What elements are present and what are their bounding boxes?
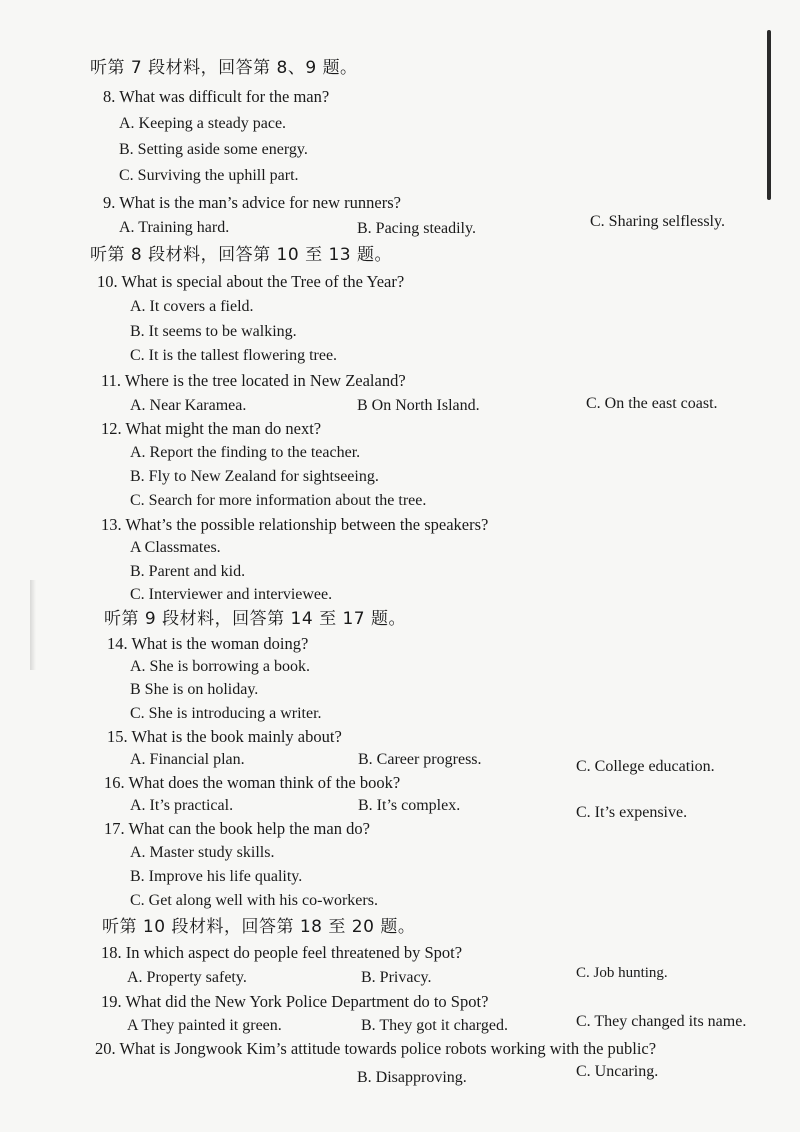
question-16-stem: 16. What does the woman think of the book? [104, 773, 401, 792]
question-19-option-a: A They painted it green. [127, 1017, 282, 1034]
question-14-stem: 14. What is the woman doing? [107, 634, 309, 653]
question-9-option-b: B. Pacing steadily. [357, 220, 476, 237]
question-14-option-b: B She is on holiday. [130, 681, 259, 698]
question-12-stem: 12. What might the man do next? [101, 419, 322, 438]
question-17-stem: 17. What can the book help the man do? [104, 819, 370, 838]
question-16-option-a: A. It’s practical. [130, 797, 234, 814]
question-17-option-a: A. Master study skills. [130, 844, 275, 861]
question-20-stem: 20. What is Jongwook Kim’s attitude towards police robots working with the public? [95, 1039, 657, 1058]
question-15-option-b: B. Career progress. [358, 751, 482, 768]
scan-shadow [30, 580, 36, 670]
question-18-option-b: B. Privacy. [361, 969, 432, 986]
question-19-option-c: C. They changed its name. [576, 1013, 747, 1030]
section-header: 听第 9 段材料，回答第 14 至 17 题。 [104, 609, 407, 629]
question-18-option-c: C. Job hunting. [576, 965, 668, 981]
question-18-stem: 18. In which aspect do people feel threatened by Spot? [101, 943, 463, 962]
question-13-option-b: B. Parent and kid. [130, 563, 246, 580]
question-15-stem: 15. What is the book mainly about? [107, 727, 342, 746]
question-11-option-b: B On North Island. [357, 397, 480, 414]
question-15-option-c: C. College education. [576, 758, 715, 775]
question-14-option-a: A. She is borrowing a book. [130, 658, 310, 675]
question-9-stem: 9. What is the man’s advice for new runners? [103, 193, 401, 212]
question-12-option-a: A. Report the finding to the teacher. [130, 444, 361, 461]
question-15-option-a: A. Financial plan. [130, 751, 245, 768]
margin-bar [767, 30, 771, 200]
question-20-option-c: C. Uncaring. [576, 1063, 659, 1080]
question-8-option-b: B. Setting aside some energy. [119, 141, 308, 158]
question-11-option-a: A. Near Karamea. [130, 397, 247, 414]
question-10-stem: 10. What is special about the Tree of the Year? [97, 272, 405, 291]
question-11-option-c: C. On the east coast. [586, 395, 718, 412]
section-header: 听第 7 段材料，回答第 8、9 题。 [90, 58, 358, 78]
question-12-option-c: C. Search for more information about the tree. [130, 492, 427, 509]
question-10-option-a: A. It covers a field. [130, 298, 254, 315]
question-11-stem: 11. Where is the tree located in New Zealand? [101, 371, 406, 390]
question-9-option-a: A. Training hard. [119, 219, 230, 236]
question-16-option-b: B. It’s complex. [358, 797, 461, 814]
question-17-option-b: B. Improve his life quality. [130, 868, 303, 885]
question-13-option-c: C. Interviewer and interviewee. [130, 586, 333, 603]
question-16-option-c: C. It’s expensive. [576, 804, 688, 821]
question-9-option-c: C. Sharing selflessly. [590, 213, 725, 230]
question-8-option-c: C. Surviving the uphill part. [119, 167, 299, 184]
section-header: 听第 10 段材料，回答第 18 至 20 题。 [102, 917, 416, 937]
question-17-option-c: C. Get along well with his co-workers. [130, 892, 378, 909]
question-10-option-c: C. It is the tallest flowering tree. [130, 347, 338, 364]
question-13-stem: 13. What’s the possible relationship between the speakers? [101, 515, 489, 534]
question-19-stem: 19. What did the New York Police Department do to Spot? [101, 992, 489, 1011]
question-13-option-a: A Classmates. [130, 539, 221, 556]
question-20-option-b: B. Disapproving. [357, 1069, 467, 1086]
question-8-stem: 8. What was difficult for the man? [103, 87, 330, 106]
question-14-option-c: C. She is introducing a writer. [130, 705, 322, 722]
question-10-option-b: B. It seems to be walking. [130, 323, 297, 340]
section-header: 听第 8 段材料，回答第 10 至 13 题。 [90, 245, 393, 265]
question-12-option-b: B. Fly to New Zealand for sightseeing. [130, 468, 379, 485]
question-19-option-b: B. They got it charged. [361, 1017, 508, 1034]
question-18-option-a: A. Property safety. [127, 969, 247, 986]
question-8-option-a: A. Keeping a steady pace. [119, 115, 287, 132]
